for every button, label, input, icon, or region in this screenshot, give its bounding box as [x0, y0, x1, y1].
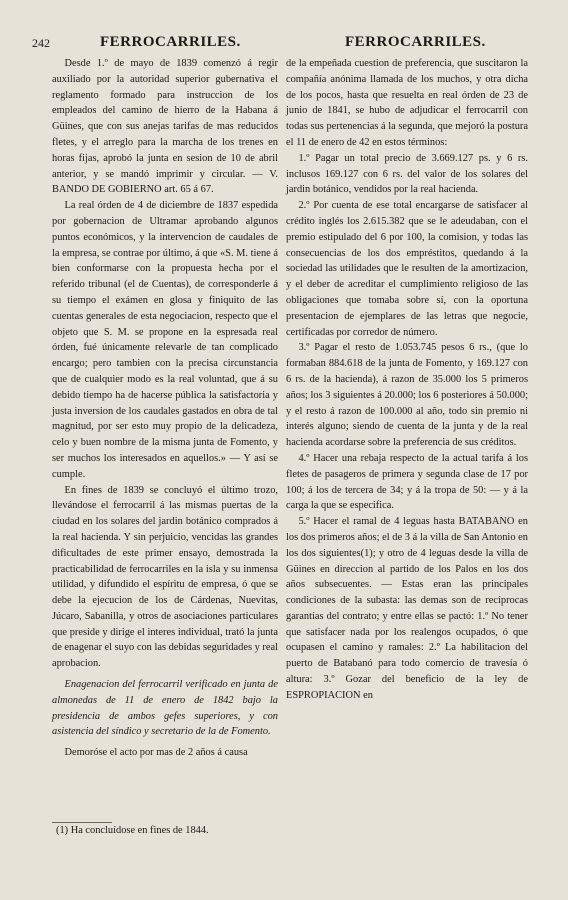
- condition-item: 5.º Hacer el ramal de 4 leguas hasta BATABANO en los dos primeros años; el de 3 á la villa de San Antonio en los dos siguientes(1); y otro de 4 leguas desde la villa de Güines en direccion al partido de los Palos en los dos años subsecuentes. — Estas eran las principales condiciones de la subasta: las demas son de recíprocas garantías del contrato; y entre ellas se pactó: 1.º No tener que satisfacer nada por los realengos ocupados, ó que ocupasen el camino y ramales: 2.º La habilitacion del puerto de Batabanó para todo comercio de travesía ó altura: 3.º Gozar del beneficio de la ley de ESPROPIACION en: [286, 516, 528, 701]
- page-number: 242: [32, 36, 50, 50]
- paragraph: de la empeñada cuestion de preferencia, que suscitaron la compañía anónima llamada de los muchos, y otra dicha de los pocos, hasta que resuelta en real órden de 23 de junio de 1841, se hubo de adjudicar el ferrocarril con todas sus pertenencias á la segunda, que mejoró la postura el 11 de enero de 42 en estos términos:: [286, 58, 528, 148]
- right-column: [286, 56, 528, 704]
- left-column: [52, 56, 278, 761]
- paragraph: En fines de 1839 se concluyó el último trozo, llevándose el ferrocarril á las mismas puertas de la ciudad en los solares del jardin botánico comprados á la real hacienda. Y sin perjuicio, vencidas las grandes dificultades de este primer ensayo, demostrada la practicabilidad de ferrocarriles en la isla y su inmensa utilidad, y difundido el espíritu de empresa, ó que se debe la ejecucion de los de Cárdenas, Nuevitas, Júcaro, Sabanilla, y otros de asociaciones particulares que preside y dirige el interes individual, trató la junta de enagenar el suyo con las debidas seguridades y real aprobacion.: [52, 484, 278, 670]
- footnote: (1) Ha concluídose en fines de 1844.: [56, 825, 209, 836]
- paragraph: Demoróse el acto por mas de 2 años á causa: [64, 747, 248, 759]
- condition-item: 4.º Hacer una rebaja respecto de la actual tarifa á los fletes de pasageros de primera y segunda clase de 17 por 100; á los de tercera de 34; y á la tropa de 50: — y á la carga la que se especifica.: [286, 452, 528, 512]
- condition-item: 3.º Pagar el resto de 1.053.745 pesos 6 rs., (que lo formaban 884.618 de la junta de Fomento, y 169.127 con 6 rs. de la hacienda), á razon de 35.000 los 5 primeros años; los 3 siguientes á 20.000; los 6 posteriores á 50.000; y el resto á razon de 100.000 al año, todo sin premio ni interés alguno; siendo de cuenta de la junta y de la real hacienda acordarse sobre la preferencia de sus créditos.: [286, 342, 528, 449]
- running-title-left: FERROCARRILES.: [100, 34, 241, 50]
- paragraph: La real órden de 4 de diciembre de 1837 espedida por gobernacion de Ultramar aprobando algunos puntos económicos, y la intervencion de caudales de la empresa, se contrae por último, á que «S. M. tiene á bien conformarse con la propuesta hecha por el referido tribunal (el de Cuentas), de corresponderle á su tiempo el exámen en glosa y finiquito de las cuentas generales de esta negociacion, respecto que el objeto que S. M. se propone en la espresada real órden, fué únicamente relevarle de tan complicado encargo; pero tambien con la precisa circunstancia que de cualquier modo es la real voluntad, que á su debido tiempo ha de hacerse pública la satisfactoria y justa inversion de los caudales gastados en obra de tal magnitud, por ser esto muy propio de la delicadeza, celo y buen nombre de la misma junta de Fomento, y ser muchos los interesados en aquellos.» — Y así se cumple.: [52, 200, 278, 480]
- running-head: [0, 34, 568, 54]
- condition-item: 2.º Por cuenta de ese total encargarse de satisfacer al crédito inglés los 2.615.382 que se le adeudaban, con el premio estipulado del 6 por 100, la comision, y todas las consecuencias de los dos empréstitos, quedando á la sociedad las utilidades que le resulten de la amortizacion, y el deber de acreditar el cumplimiento religioso de las obligaciones que tomaba sobre sí, con la oportuna presentacion de ejemplares de las letras que negocie, certificadas por corredor de número.: [286, 200, 528, 338]
- running-title-right: FERROCARRILES.: [345, 34, 486, 50]
- paragraph: Desde 1.º de mayo de 1839 comenzó á regir auxiliado por la autoridad superior gubernativa el reglamento formado para instruccion de los empleados del camino de hierro de la Habana á Güines, que con sus anejas tarifas de mas reducidos fletes, y el arreglo para la marcha de los trenes en horas fijas, aprobó la junta en sesion de 10 de abril anterior, y se mandó imprimir y circular. — V. BANDO DE GOBIERNO art. 65 á 67.: [52, 58, 278, 196]
- section-heading: Enagenacion del ferrocarril verificado en junta de almonedas de 11 de enero de 1842 bajo la presidencia de ambos gefes superiores, y con asistencia del síndico y secretario de la de Fomento.: [52, 679, 278, 738]
- condition-item: 1.º Pagar un total precio de 3.669.127 ps. y 6 rs. inclusos 169.127 con 6 rs. del valor de los solares del jardin botánico, vendidos por la real hacienda.: [286, 152, 528, 196]
